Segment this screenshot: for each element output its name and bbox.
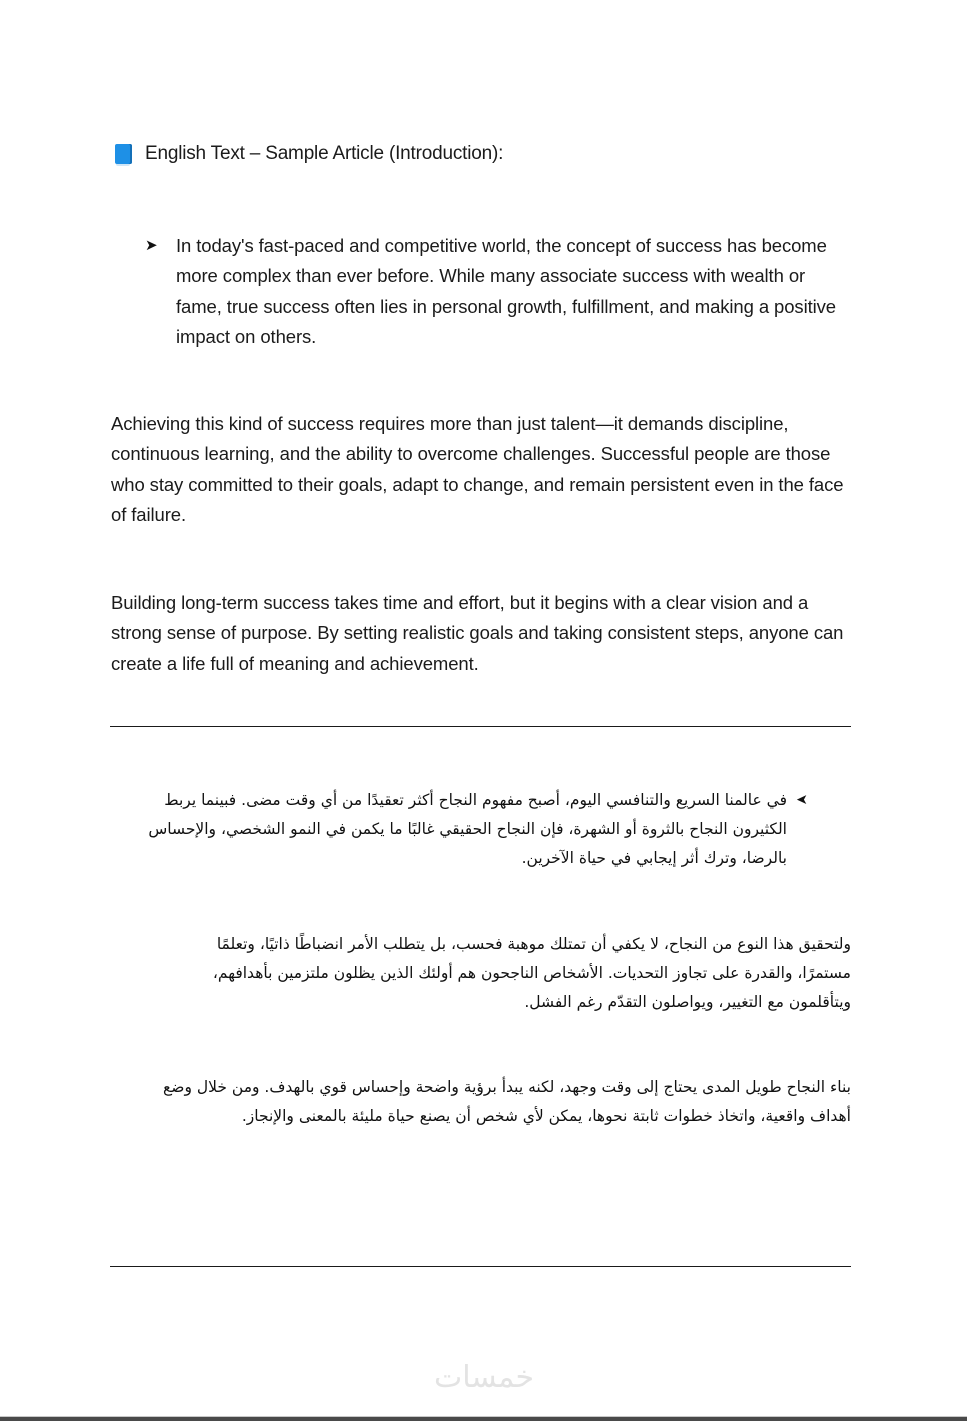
- arabic-bullet-text: في عالمنا السريع والتنافسي اليوم، أصبح مفهوم النجاح أكثر تعقيدًا من أي وقت مضى. فبينما يربط الكثيرون النجاح بالثروة أو الشهرة، فإن النجاح الحقيقي غالبًا ما يكمن في النمو الشخصي، والإحساس بالرضا، وترك أثر إيجابي في حياة الآخرين.: [148, 791, 787, 867]
- arabic-paragraph-1: ولتحقيق هذا النوع من النجاح، لا يكفي أن تمتلك موهبة فحسب، بل يتطلب الأمر انضباطًا ذاتيًا، وتعلمًا مستمرًا، والقدرة على تجاوز التحديات. الأشخاص الناجحون هم أولئك الذين يظلون ملتزمين بأهدافهم، ويتأقلمون مع التغيير، ويواصلون التقدّم رغم الفشل.: [212, 935, 851, 1011]
- arrowhead-bullet-icon: ➤: [796, 792, 808, 808]
- english-bullet-item: [145, 231, 845, 352]
- arabic-paragraph-2: بناء النجاح طويل المدى يحتاج إلى وقت وجهد، لكنه يبدأ برؤية واضحة وإحساس قوي بالهدف. ومن خلال وضع أهداف واقعية، واتخاذ خطوات ثابتة نحوها، يمكن لأي شخص أن يصنع حياة مليئة بالمعنى والإنجاز.: [163, 1078, 851, 1125]
- watermark-logo: خمسات: [433, 1360, 535, 1395]
- blue-book-icon: [115, 144, 132, 164]
- horizontal-divider-1: [110, 726, 851, 727]
- horizontal-divider-2: [110, 1266, 851, 1267]
- section-heading: [115, 143, 503, 165]
- heading-text: English Text – Sample Article (Introduction):: [145, 143, 504, 164]
- english-paragraph-1: Achieving this kind of success requires more than just talent—it demands discipline, continuous learning, and the ability to overcome challenges. Successful people are those who stay committed to their goals, adapt to change, and remain persistent even in the face of failure.: [111, 413, 844, 525]
- page-bottom-edge: [0, 1416, 967, 1421]
- english-paragraph-2: Building long-term success takes time and effort, but it begins with a clear vision and a strong sense of purpose. By setting realistic goals and taking consistent steps, anyone can create a life full of meaning and achievement.: [111, 592, 844, 674]
- arabic-bullet-item: [117, 786, 817, 873]
- english-bullet-text: In today's fast-paced and competitive world, the concept of success has become more complex than ever before. While many associate success with wealth or fame, true success often lies in personal growth, fulfillment, and making a positive impact on others.: [176, 235, 836, 347]
- arrowhead-bullet-icon: ➤: [145, 237, 158, 254]
